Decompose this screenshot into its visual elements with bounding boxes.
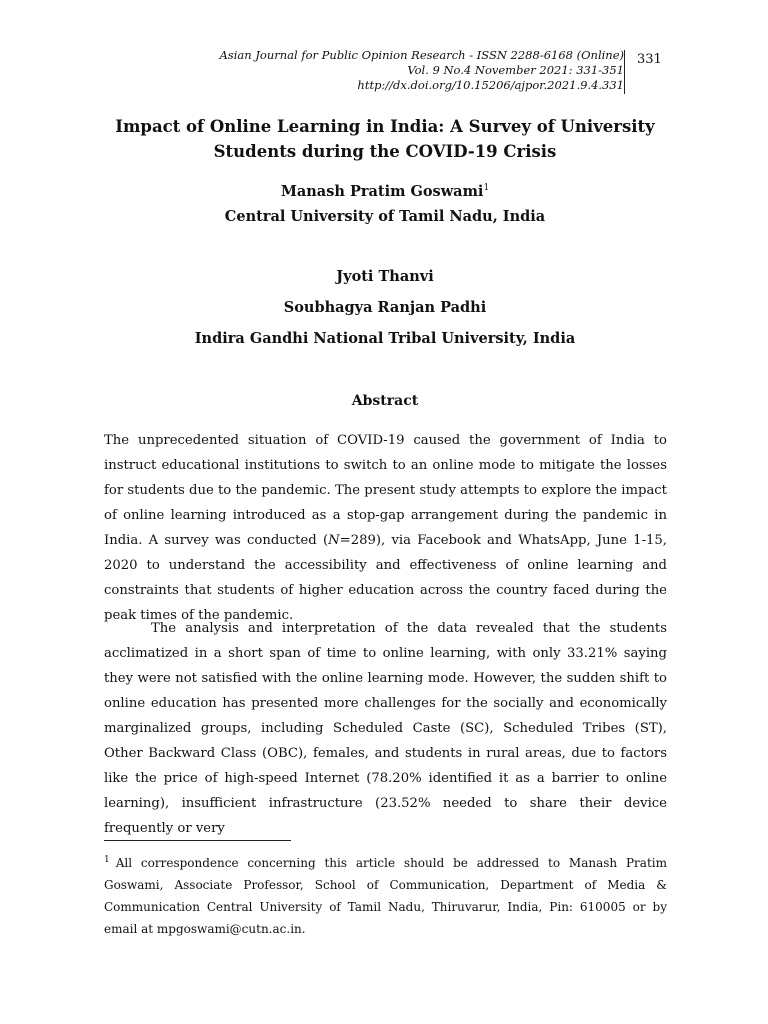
- abstract-heading: Abstract: [351, 393, 419, 409]
- author-1-footnote-marker: 1: [483, 183, 490, 193]
- author-1-name: Manash Pratim Goswami: [280, 182, 484, 200]
- abstract-p1-n-symbol: N: [328, 533, 340, 548]
- journal-name-line: Asian Journal for Public Opinion Research - ISSN 2288-6168 (Online): [219, 48, 624, 62]
- author-1: [100, 178, 670, 202]
- abstract-paragraph-2: The analysis and interpretation of the data revealed that the students acclimatized in a short span of time to online learning, with only 33.21% saying they were not satisfied with the online learning mode. However, the sudden shift to online education has presented more challenges for the socially and economically marginalized groups, including Scheduled Caste (SC), Scheduled Tribes (ST), Other Backward Class (OBC), females, and students in rural areas, due to factors like the price of high-speed Internet (78.20% identified it as a barrier to online learning), insufficient infrastructure (23.52% needed to share their device frequently or very: [104, 621, 667, 836]
- footnote-marker: 1: [104, 855, 110, 865]
- author-3: Soubhagya Ranjan Padhi: [283, 299, 487, 316]
- abstract-p1-part-a: The unprecedented situation of COVID-19 caused the government of India to instruct educational institutions to switch to an online mode to mitigate the losses for students due to the pandemic. The present study attempts to explore the impact of online learning introduced as a stop-gap arrangement during the pandemic in India. A survey was conducted (: [104, 433, 667, 548]
- affiliation-2: Indira Gandhi National Tribal University, India: [194, 330, 576, 347]
- page-number: 331: [637, 52, 662, 67]
- abstract-paragraph-1: [104, 428, 667, 628]
- footnote-divider: [104, 840, 291, 841]
- footnote-text: All correspondence concerning this article should be addressed to Manash Pratim Goswami, Associate Professor, School of Communication, Department of Media & Communication Central University of Tamil Nadu, Thiruvarur, India, Pin: 610005 or by email at mpgoswami@cutn.ac.in.: [104, 856, 667, 936]
- affiliation-1: Central University of Tamil Nadu, India: [224, 208, 546, 225]
- journal-header: [220, 48, 625, 93]
- doi-line: http://dx.doi.org/10.15206/ajpor.2021.9.4.331: [357, 78, 624, 92]
- author-2: Jyoti Thanvi: [336, 268, 434, 285]
- abstract-p1-part-b: =289), via Facebook and WhatsApp, June 1-15, 2020 to understand the accessibility and effectiveness of online learning and constraints that students of higher education across the country faced during the peak times of the pandemic.: [104, 533, 667, 623]
- volume-line: Vol. 9 No.4 November 2021: 331-351: [407, 63, 624, 77]
- header-divider: [624, 50, 625, 94]
- footnote: [104, 849, 667, 940]
- paper-title: Impact of Online Learning in India: A Survey of University Students during the COVID-19 Crisis: [115, 117, 655, 161]
